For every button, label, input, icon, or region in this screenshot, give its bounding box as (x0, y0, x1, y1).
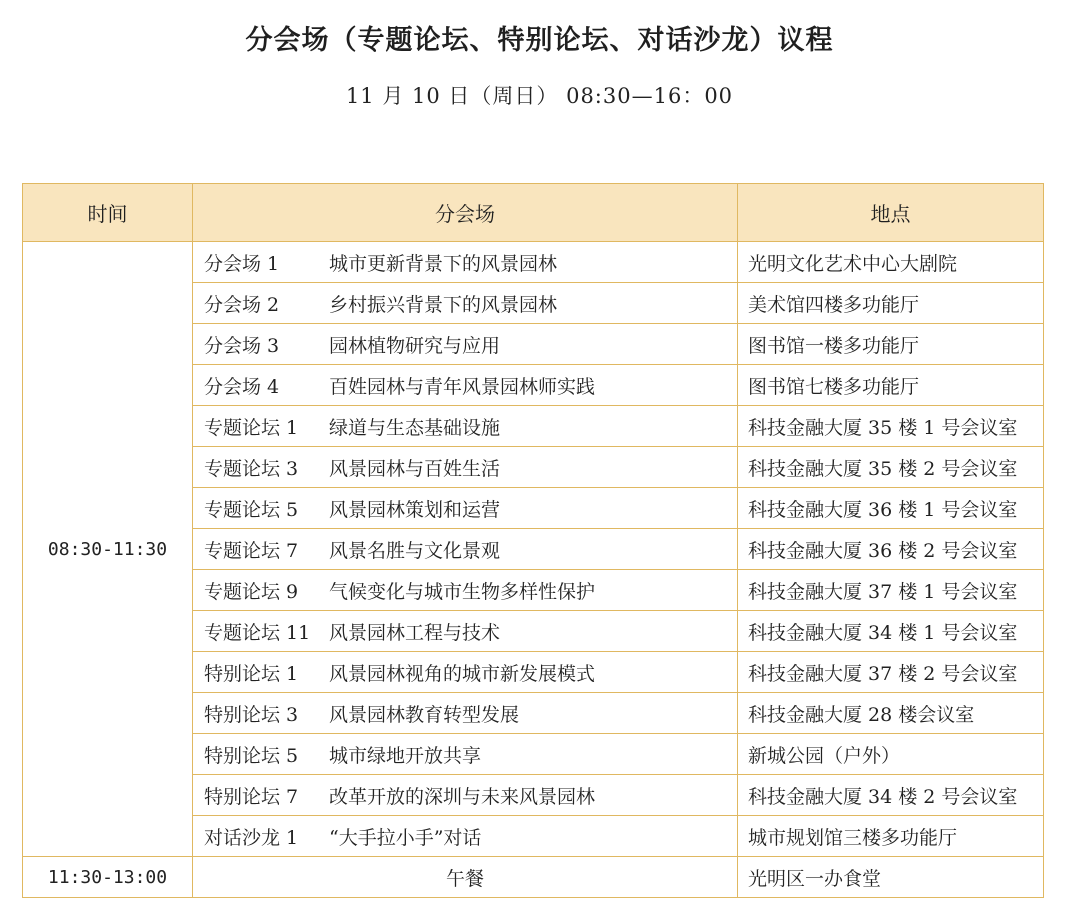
venue-cell: 科技金融大厦 36 楼 2 号会议室 (738, 529, 1044, 570)
venue-cell: 光明文化艺术中心大剧院 (738, 242, 1044, 283)
session-cell (193, 365, 738, 406)
page-subtitle: 11 月 10 日（周日） 08:30—16：00 (345, 84, 734, 108)
session-topic: 风景园林教育转型发展 (329, 703, 520, 726)
session-id: 专题论坛 7 (204, 539, 299, 562)
session-id: 特别论坛 5 (204, 744, 299, 767)
page-title: 分会场（专题论坛、特别论坛、对话沙龙）议程 (245, 25, 834, 56)
session-id: 分会场 3 (204, 334, 280, 357)
venue-cell: 科技金融大厦 36 楼 1 号会议室 (738, 488, 1044, 529)
session-id: 特别论坛 7 (204, 785, 299, 808)
session-cell (193, 406, 738, 447)
session-id: 专题论坛 3 (204, 457, 299, 480)
venue-cell: 图书馆一楼多功能厅 (738, 324, 1044, 365)
session-cell (193, 816, 738, 857)
session-topic: 气候变化与城市生物多样性保护 (329, 580, 596, 603)
venue-cell: 科技金融大厦 35 楼 1 号会议室 (738, 406, 1044, 447)
session-topic: 风景园林视角的城市新发展模式 (329, 662, 596, 685)
session-topic: 风景园林工程与技术 (329, 621, 501, 644)
session-cell (193, 283, 738, 324)
column-header-session: 分会场 (193, 184, 738, 242)
session-topic: 改革开放的深圳与未来风景园林 (329, 785, 596, 808)
session-cell (193, 447, 738, 488)
session-id: 专题论坛 5 (204, 498, 299, 521)
session-id: 专题论坛 11 (204, 621, 311, 644)
session-cell (193, 488, 738, 529)
session-id: 特别论坛 1 (204, 662, 299, 685)
session-id: 分会场 1 (204, 252, 280, 275)
session-cell (193, 693, 738, 734)
session-topic: 风景名胜与文化景观 (329, 539, 501, 562)
session-cell (193, 570, 738, 611)
session-topic: 城市更新背景下的风景园林 (329, 252, 558, 275)
session-topic: 风景园林与百姓生活 (329, 457, 501, 480)
venue-cell: 科技金融大厦 35 楼 2 号会议室 (738, 447, 1044, 488)
session-id: 分会场 4 (204, 375, 280, 398)
venue-cell: 科技金融大厦 28 楼会议室 (738, 693, 1044, 734)
table-row (23, 242, 1044, 283)
session-topic: 城市绿地开放共享 (329, 744, 482, 767)
venue-cell: 科技金融大厦 37 楼 1 号会议室 (738, 570, 1044, 611)
venue-cell: 科技金融大厦 37 楼 2 号会议室 (738, 652, 1044, 693)
session-id: 对话沙龙 1 (204, 826, 299, 849)
venue-cell: 新城公园（户外） (738, 734, 1044, 775)
venue-cell: 美术馆四楼多功能厅 (738, 283, 1044, 324)
session-id: 分会场 2 (204, 293, 280, 316)
session-cell (193, 652, 738, 693)
session-topic: 乡村振兴背景下的风景园林 (329, 293, 558, 316)
venue-cell-lunch: 光明区一办食堂 (738, 857, 1044, 898)
session-cell (193, 775, 738, 816)
session-cell-lunch: 午餐 (193, 857, 738, 898)
session-cell (193, 529, 738, 570)
session-topic: 风景园林策划和运营 (329, 498, 501, 521)
table-header-row (23, 184, 1044, 242)
session-id: 专题论坛 1 (204, 416, 299, 439)
agenda-table (22, 183, 1044, 898)
table-row-lunch (23, 857, 1044, 898)
session-cell (193, 242, 738, 283)
venue-cell: 科技金融大厦 34 楼 1 号会议室 (738, 611, 1044, 652)
session-topic: 百姓园林与青年风景园林师实践 (329, 375, 596, 398)
session-id: 专题论坛 9 (204, 580, 299, 603)
session-cell (193, 324, 738, 365)
venue-cell: 城市规划馆三楼多功能厅 (738, 816, 1044, 857)
column-header-time: 时间 (23, 184, 193, 242)
session-cell (193, 734, 738, 775)
session-topic: “大手拉小手”对话 (329, 826, 482, 849)
session-id: 特别论坛 3 (204, 703, 299, 726)
agenda-body (23, 242, 1044, 898)
venue-cell: 图书馆七楼多功能厅 (738, 365, 1044, 406)
session-topic: 绿道与生态基础设施 (329, 416, 501, 439)
column-header-venue: 地点 (738, 184, 1044, 242)
time-slot-lunch: 11:30-13:00 (23, 857, 193, 898)
venue-cell: 科技金融大厦 34 楼 2 号会议室 (738, 775, 1044, 816)
session-cell (193, 611, 738, 652)
time-slot-morning: 08:30-11:30 (23, 242, 193, 857)
session-topic: 园林植物研究与应用 (329, 334, 501, 357)
